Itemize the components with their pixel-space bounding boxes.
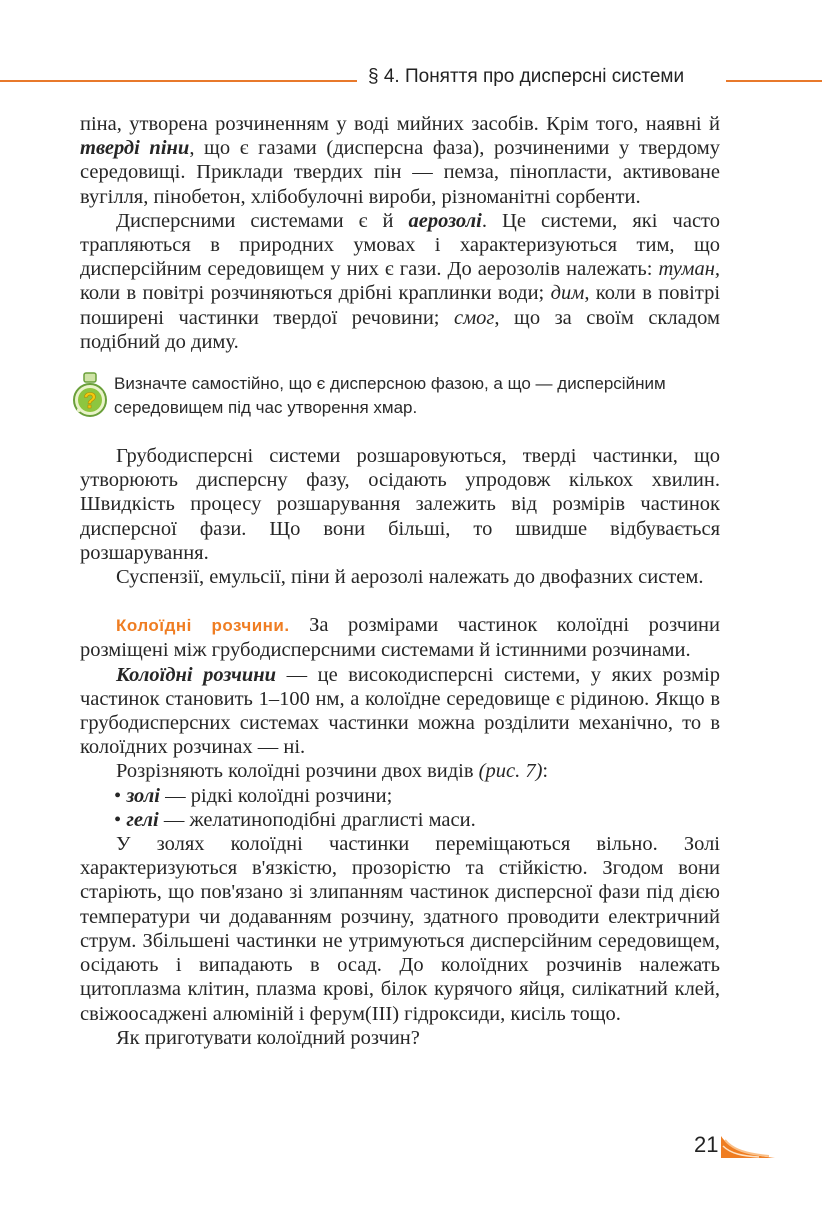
paragraph-sols: У золях колоїдні частинки переміщаються вільно. Золі характеризуються в'язкістю, прозорістю та стійкістю. Згодом вони старіють, що пов'язано зі злипанням частинок дисперсної фази під дією температури чи додаванням розчину, здатного проводити електричний струм. Збільшені частинки не утримуються дисперсійним середовищем, осідають і випадають в осад. До колоїдних розчинів належать цитоплазма клітин, плазма крові, білок курячого яйця, силікатний клей, свіжоосаджені алюміній і ферум(III) гідроксиди, кисіль тощо. [80,833,720,1025]
paragraph-colloid-types: Розрізняють колоїдні розчини двох видів (рис. 7): [116,760,549,783]
question-text: Визначте самостійно, що є дисперсною фазою, а що — дисперсійним середовищем під час утворення хмар. [114,374,666,418]
question-flask-icon [70,372,110,418]
header-rule-right [726,80,822,82]
page-number: 21 [694,1132,719,1157]
spacer [80,589,720,613]
paragraph-coarse-systems: Грубодисперсні системи розшаровуються, тверді частинки, що утворюють дисперсну фазу, осідають упродовж кількох хвилин. Швидкість процесу розшарування залежить від розмірів частинок дисперсної фази. Що вони більші, то швидше відбувається розшарування. [80,445,720,564]
page-corner-swoosh-icon [719,1134,777,1160]
list-item: • гелі — желатиноподібні драглисті маси. [114,808,476,831]
page-body [80,112,720,1050]
term-solid-foams: тверді піни [80,137,190,160]
paragraph-colloids-intro: Колоїдні розчини. За розмірами частинок колоїдні розчини розміщені між грубодисперсними системами й істинними розчинами. [80,614,720,662]
paragraph-solid-foams: піна, утворена розчиненням у воді мийних засобів. Крім того, наявні й тверді піни, що є газами (дисперсна фаза), розчиненими у твердому середовищі. Приклади твердих пін — пемза, пінопласти, активоване вугілля, пінобетон, хлібобулочні вироби, різноманітні сорбенти. [80,113,721,208]
paragraph-aerosols: Дисперсними системами є й аерозолі. Це системи, які часто трапляються в природних умовах і характеризуються тим, що дисперсійним середовищем у них є гази. До аерозолів належать: туман, коли в повітрі розчиняються дрібні краплинки води; дим, коли в повітрі поширені частинки твердої речовини; смог, що за своїм складом подібний до диму. [80,209,721,353]
question-box [80,372,720,420]
term-aerosols: аерозолі [408,209,482,232]
paragraph-two-phase: Суспензії, емульсії, піни й аерозолі належать до двофазних систем. [116,566,704,589]
svg-text:?: ? [83,388,97,414]
section-heading: Колоїдні розчини. [116,616,290,636]
running-header: § 4. Поняття про дисперсні системи [368,66,685,87]
header-rule-left [0,80,357,82]
term-colloids: Колоїдні розчини [116,663,277,686]
list-item: • золі — рідкі колоїдні розчини; [114,784,393,807]
paragraph-question: Як приготувати колоїдний розчин? [116,1026,420,1049]
figure-reference: (рис. 7) [478,760,543,783]
paragraph-colloids-definition: Колоїдні розчини — це високодисперсні системи, у яких розмір частинок становить 1–100 нм, а колоїдне середовище є рідиною. Якщо в грубодисперсних системах частинки можна розділити механічно, то в колоїдних розчинах — ні. [80,663,720,759]
